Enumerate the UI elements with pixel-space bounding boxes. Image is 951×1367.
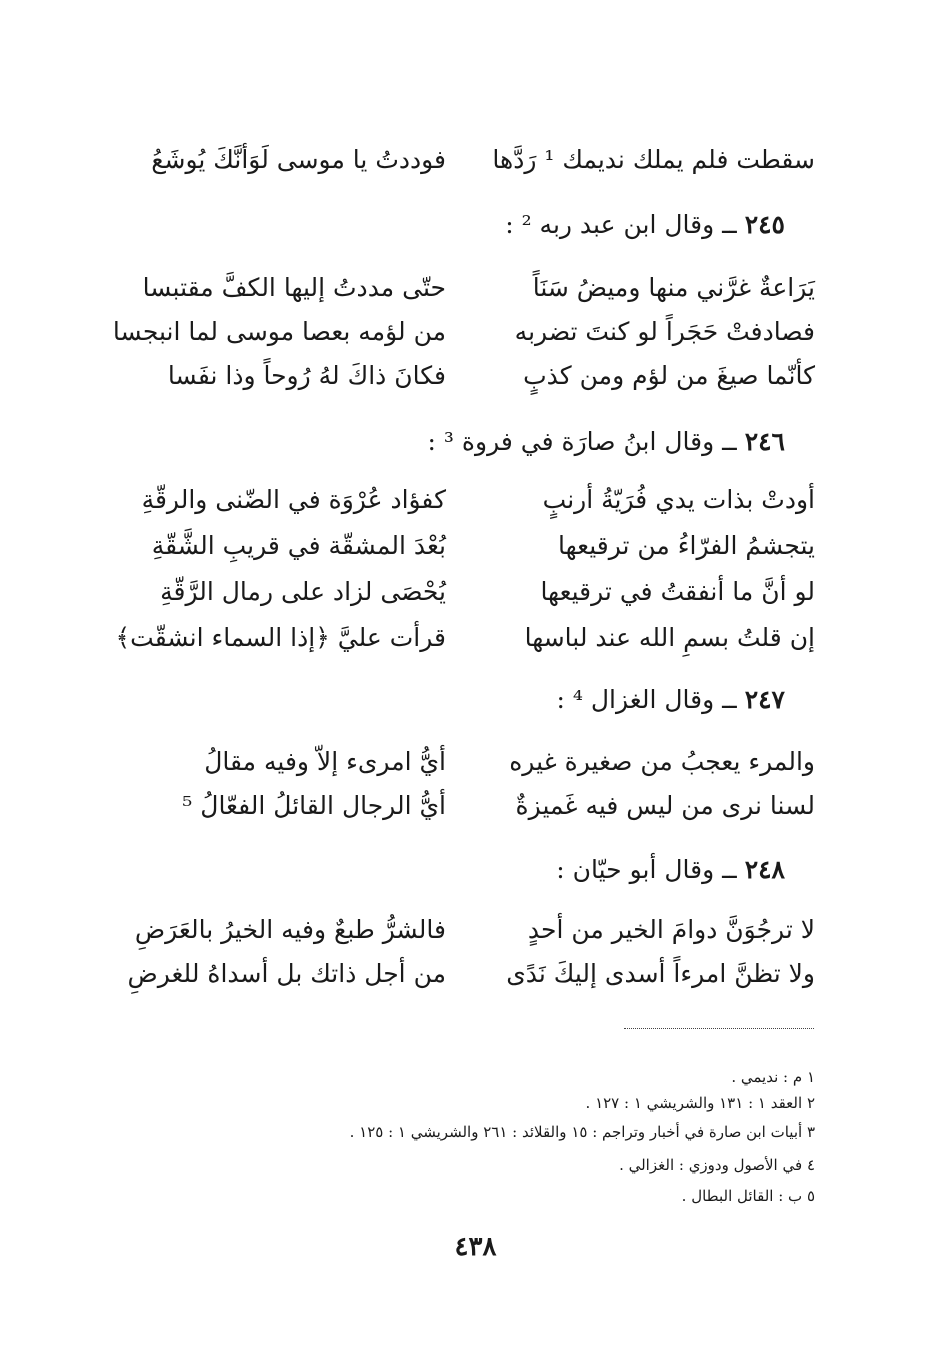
verse-hemistich-right: والمرء يعجبُ من صغيرة غيره	[509, 747, 815, 776]
verse-hemistich-right: ولا تظنَّ امرءاً أسدى إليكَ نَدًى	[506, 959, 815, 988]
verse-hemistich-left: فكانَ ذاكَ لهُ رُوحاً وذا نفَسا	[167, 361, 446, 390]
verse-hemistich-left: فالشرُّ طبعٌ وفيه الخيرُ بالعَرَضِ	[134, 915, 446, 944]
heading-text: ــ وقال الغزال ⁴ :	[556, 685, 737, 714]
heading-number: ٢٤٦	[744, 427, 785, 456]
footnote: ٤ في الأصول ودوزي : الغزالي .	[619, 1156, 815, 1174]
poem-heading-246	[185, 422, 785, 462]
heading-number: ٢٤٧	[744, 685, 785, 714]
verse-hemistich-left: أيُّ الرجال القائلُ الفعّالُ ⁵	[182, 791, 446, 820]
footnote: ٢ العقد ١ : ١٣١ والشريشي ١ : ١٢٧ .	[585, 1094, 815, 1112]
heading-number: ٢٤٥	[744, 210, 785, 239]
verse-hemistich-right: أودتْ بذات يدي فُرَيّةُ أرنبٍ	[542, 485, 815, 514]
heading-number: ٢٤٨	[744, 855, 785, 884]
verse-hemistich-right: لسنا نرى من ليس فيه غَميزةٌ	[515, 791, 815, 820]
footnote: ١ م : نديمي .	[731, 1068, 815, 1086]
verse-hemistich-right: لو أنَّ ما أنفقتُ في ترقيعها	[540, 577, 815, 606]
page-number: ٤٣٨	[454, 1232, 497, 1262]
verse-hemistich-right: كأنّما صيغَ من لؤم ومن كذبٍ	[523, 361, 815, 390]
verse-hemistich-left: حتّى مددتُ إليها الكفَّ مقتبسا	[142, 273, 446, 302]
verse-hemistich-left: من لؤمه بعصا موسى لما انبجسا	[112, 317, 446, 346]
verse-hemistich-left: فوددتُ يا موسى لَوَأنَّكَ يُوشَعُ	[151, 145, 446, 174]
verse-hemistich-left: أيُّ امرىء إلاّ وفيه مقالُ	[204, 747, 446, 776]
verse-hemistich-left: قرأت عليَّ ﴿إذا السماء انشقّت﴾	[115, 623, 446, 652]
verse-hemistich-right: فصادفتْ حَجَراً لو كنتَ تضربه	[514, 317, 815, 346]
poem-heading-247	[185, 680, 785, 720]
footnote: ٥ ب : القائل البطال .	[681, 1187, 815, 1205]
heading-text: ــ وقال ابنُ صارَة في فروة ³ :	[427, 427, 737, 456]
verse-hemistich-left: كفؤاد عُرْوَة في الضّنى والرقّةِ	[141, 485, 446, 514]
verse-hemistich-left: يُحْصَى لزاد على رمال الرَّقّةِ	[160, 577, 446, 606]
heading-text: ــ وقال أبو حيّان :	[556, 855, 737, 884]
verse-hemistich-right: لا ترجُوَنَّ دوامَ الخير من أحدٍ	[527, 915, 815, 944]
verse-hemistich-right: يتجشمُ الفرّاءُ من ترقيعها	[558, 531, 815, 560]
verse-hemistich-left: من أجل ذاتك بل أسداهُ للغرضِ	[127, 959, 446, 988]
footnote: ٣ أبيات ابن صارة في أخبار وتراجم : ١٥ والقلائد : ٢٦١ والشريشي ١ : ١٢٥ .	[349, 1123, 815, 1141]
poem-heading-248	[185, 850, 785, 890]
footnote-separator	[624, 1028, 814, 1029]
verse-hemistich-left: بُعْدَ المشقّة في قريبِ الشَّقّةِ	[151, 531, 446, 560]
verse-hemistich-right: سقطت فلم يملك نديمك ¹ رَدَّها	[492, 145, 815, 174]
verse-hemistich-right: يَرَاعةٌ غرَّني منها وميضُ سَنَاً	[532, 273, 815, 302]
poem-heading-245	[185, 205, 785, 245]
heading-text: ــ وقال ابن عبد ربه ² :	[505, 210, 737, 239]
verse-hemistich-right: إن قلتُ بسمِ الله عند لباسها	[524, 623, 815, 652]
